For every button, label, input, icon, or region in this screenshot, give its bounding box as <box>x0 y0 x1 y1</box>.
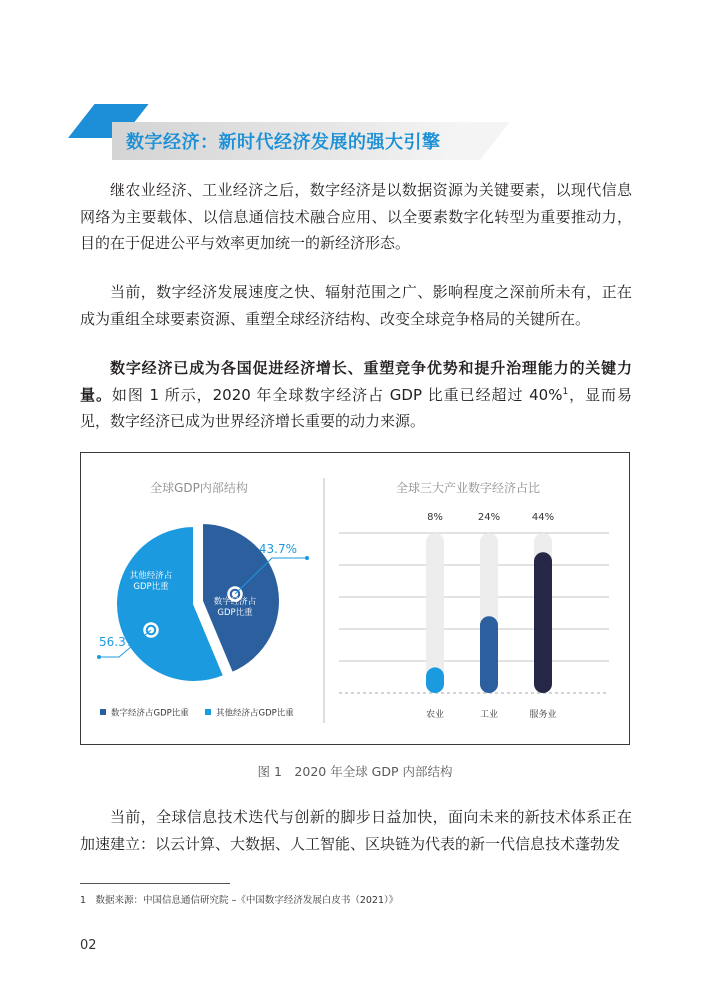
bar-category-label: 农业 <box>425 710 445 720</box>
pie-chart <box>97 480 309 719</box>
legend-swatch <box>100 709 106 715</box>
paragraph-4-text: 当前，全球信息技术迭代与创新的脚步日益加快，面向未来的新技术体系正在加速建立：以云计算、大数据、人工智能、区块链为代表的新一代信息技术蓬勃发 <box>80 808 632 853</box>
figure-caption: 图 1 2020 年全球 GDP 内部结构 <box>257 764 453 779</box>
pie-value-label: 43.7% <box>258 542 297 556</box>
legend-label: 其他经济占GDP比重 <box>216 708 294 719</box>
paragraph-3 <box>80 355 632 435</box>
paragraph-4 <box>80 804 632 857</box>
bar-value-label: 44% <box>531 512 555 523</box>
paragraph-2-text: 当前，数字经济发展速度之快、辐射范围之广、影响程度之深前所未有，正在成为重组全球要素资源、重塑全球经济结构、改变全球竞争格局的关键所在。 <box>80 283 632 328</box>
bar-value-label: 8% <box>427 512 443 523</box>
pie-chart-title: 全球GDP内部结构 <box>150 481 248 495</box>
footnote: 1 数据来源：中国信息通信研究院 –《中国数字经济发展白皮书（2021）》 <box>80 895 399 906</box>
pie-slice-inner-label-line: 数字经济占 <box>213 597 257 607</box>
paragraph-1 <box>80 177 632 257</box>
bar-chart-title: 全球三大产业数字经济占比 <box>395 481 541 495</box>
section-title: 数字经济：新时代经济发展的强大引擎 <box>126 132 441 153</box>
legend-swatch <box>205 709 211 715</box>
pie-slice-inner-label-line: GDP比重 <box>133 582 169 592</box>
pie-slice-inner-label-line: 其他经济占 <box>129 571 173 581</box>
legend-label: 数字经济占GDP比重 <box>111 708 189 719</box>
bar-农业 <box>426 667 444 693</box>
footnote-divider <box>80 883 230 884</box>
bar-value-label: 24% <box>477 512 501 523</box>
paragraph-3-text-b: ，显而易见，数字经济已成为世界经济增长重要的动力来源。 <box>80 385 632 430</box>
bar-category-label: 工业 <box>479 710 499 720</box>
bar-工业 <box>480 616 498 693</box>
paragraph-3-text-a: 如图 1 所示，2020 年全球数字经济占 GDP 比重已经超过 40% <box>111 385 563 404</box>
footnote-ref[interactable]: 1 <box>562 386 569 397</box>
figure-svg <box>81 453 628 743</box>
paragraph-3-bold: 数字经济已成为各国促进经济增长、重塑竞争优势和提升治理能力的关键力量。 <box>80 359 632 404</box>
bar-chart <box>339 480 609 720</box>
pie-leader-end <box>305 556 309 560</box>
bar-服务业 <box>534 552 552 693</box>
paragraph-1-text: 继农业经济、工业经济之后，数字经济是以数据资源为关键要素，以现代信息网络为主要载体、以信息通信技术融合应用、以全要素数字化转型为重要推动力，目的在于促进公平与效率更加统一的新经济形态。 <box>80 181 632 252</box>
pie-leader-end <box>97 655 101 659</box>
bar-category-label: 服务业 <box>529 710 557 720</box>
paragraph-2 <box>80 279 632 332</box>
pie-slice-inner-label-line: GDP比重 <box>217 608 253 618</box>
figure-frame <box>80 452 630 745</box>
page-number: 02 <box>80 938 97 953</box>
pie-value-label: 56.3% <box>99 635 138 649</box>
